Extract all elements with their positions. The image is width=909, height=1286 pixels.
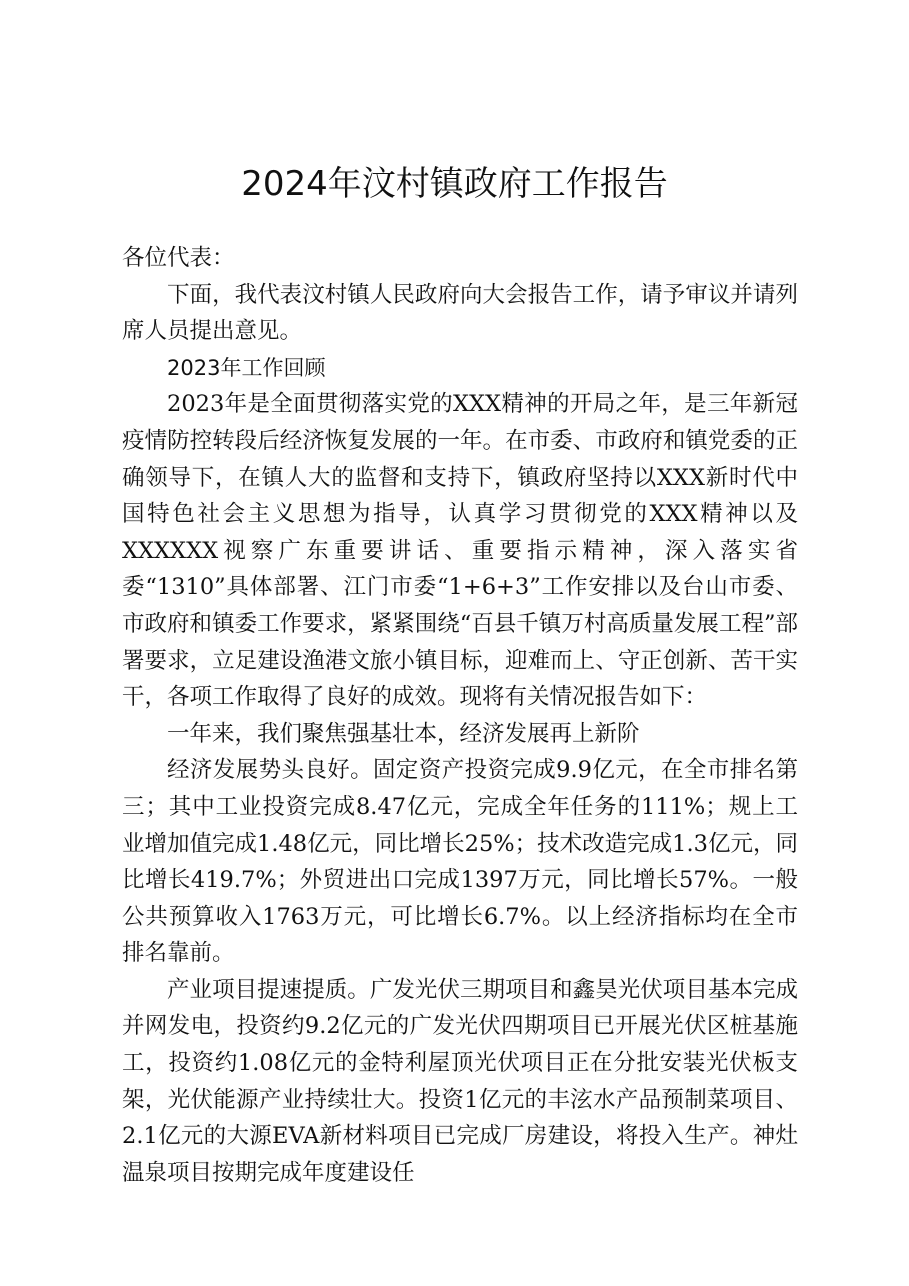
salutation: 各位代表： (122, 245, 235, 271)
paragraph-overview: 2023年是全面贯彻落实党的XXX精神的开局之年，是三年新冠疫情防控转段后经济恢复发展的一年。在市委、市政府和镇党委的正确领导下，在镇人大的监督和支持下，镇政府坚持以XXX新时代中国特色社会主义思想为指导，认真学习贯彻党的XXX精神以及XXXXXX视察广东重要讲话、重要指示精神，深入落实省委“1310”具体部署、江门市委“1+6+3”工作安排以及台山市委、市政府和镇委工作要求，紧紧围绕“百县千镇万村高质量发展工程”部署要求，立足建设渔港文旅小镇目标，迎难而上、守正创新、苦干实干，各项工作取得了良好的成效。现将有关情况报告如下： (122, 391, 798, 711)
paragraph-subheading-economy: 一年来，我们聚焦强基壮本，经济发展再上新阶 (167, 720, 640, 747)
paragraph-intro: 下面，我代表汶村镇人民政府向大会报告工作，请予审议并请列席人员提出意见。 (122, 281, 798, 345)
paragraph-economic-indicators: 经济发展势头良好。固定资产投资完成9.9亿元，在全市排名第三；其中工业投资完成8.47亿元，完成全年任务的111%；规上工业增加值完成1.48亿元，同比增长25%；技术改造完成1.3亿元，同比增长419.7%；外贸进出口完成1397万元，同比增长57%。一般公共预算收入1763万元，可比增长6.7%。以上经济指标均在全市排名靠前。 (122, 757, 798, 967)
document-body (122, 240, 798, 1191)
section-heading-2023-review: 2023年工作回顾 (167, 355, 326, 380)
document-title: 2024年汶村镇政府工作报告 (241, 164, 668, 204)
paragraph-industrial-projects: 产业项目提速提质。广发光伏三期项目和鑫昊光伏项目基本完成并网发电，投资约9.2亿元的广发光伏四期项目已开展光伏区桩基施工，投资约1.08亿元的金特利屋顶光伏项目正在分批安装光伏板支架，光伏能源产业持续壮大。投资1亿元的丰泫水产品预制菜项目、2.1亿元的大源EVA新材料项目已完成厂房建设，将投入生产。神灶温泉项目按期完成年度建设任 (122, 976, 798, 1186)
